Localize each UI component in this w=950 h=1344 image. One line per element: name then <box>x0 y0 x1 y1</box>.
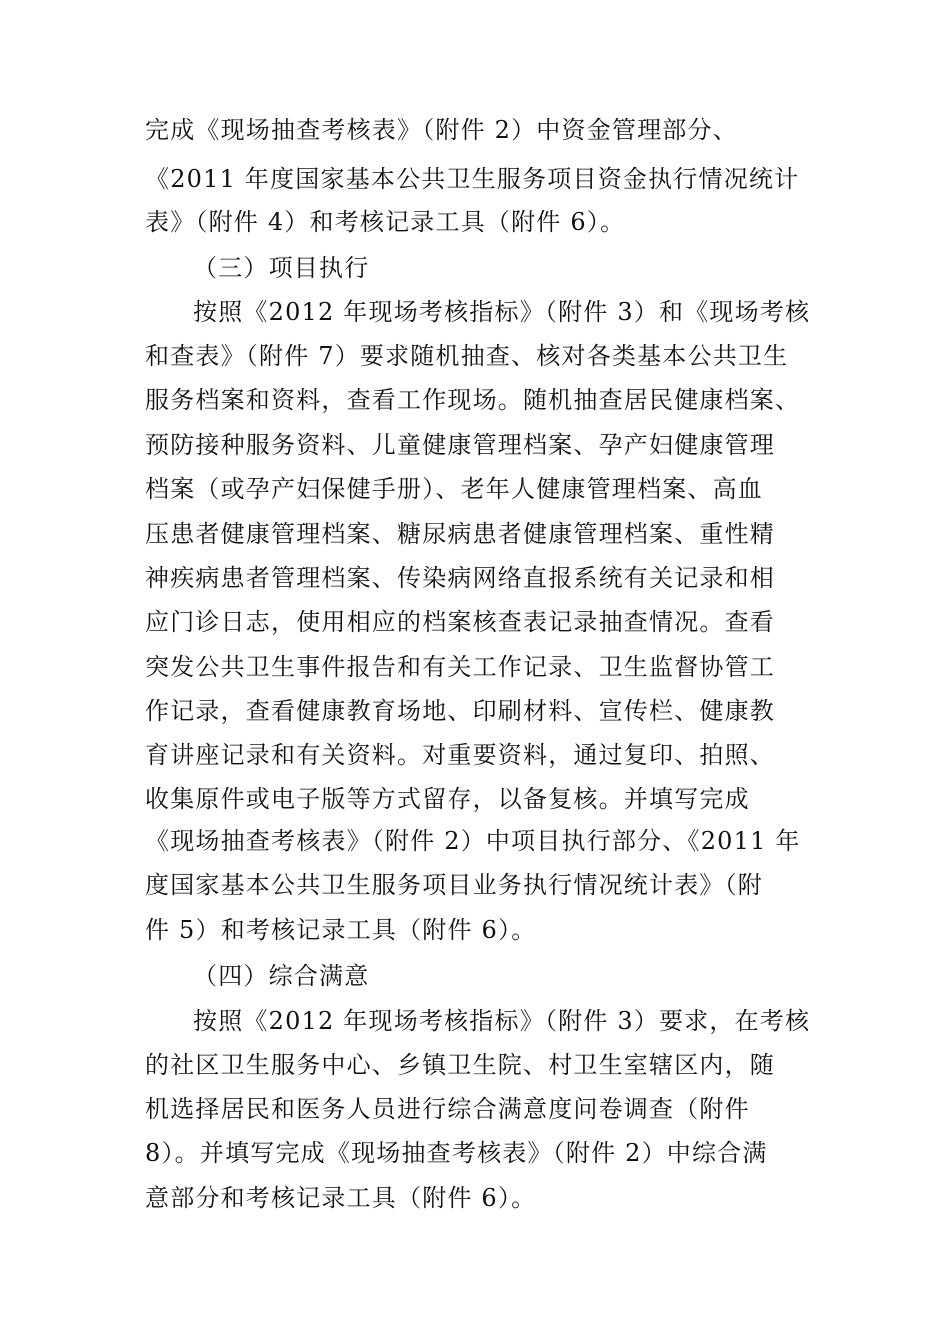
text-line: 神疾病患者管理档案、传染病网络直报系统有关记录和相 <box>145 564 775 592</box>
text-line: 8）。并填写完成《现场抽查考核表》（附件 2）中综合满 <box>145 1139 768 1167</box>
text-line: 的社区卫生服务中心、乡镇卫生院、村卫生室辖区内，随 <box>145 1051 775 1079</box>
text-line: 服务档案和资料，查看工作现场。随机抽查居民健康档案、 <box>145 386 801 414</box>
text-line: 按照《2012 年现场考核指标》（附件 3）和《现场考核 <box>193 298 811 326</box>
text-line: 《2011 年度国家基本公共卫生服务项目资金执行情况统计 <box>145 165 800 193</box>
text-line: 完成《现场抽查考核表》（附件 2）中资金管理部分、 <box>145 116 738 144</box>
text-line: 度国家基本公共卫生服务项目业务执行情况统计表》（附 <box>145 871 763 899</box>
text-line: 育讲座记录和有关资料。对重要资料，通过复印、拍照、 <box>145 741 775 769</box>
text-line: 应门诊日志，使用相应的档案核查表记录抽查情况。查看 <box>145 608 775 636</box>
text-line: 和查表》（附件 7）要求随机抽查、核对各类基本公共卫生 <box>145 342 789 370</box>
text-line: 档案（或孕产妇保健手册）、老年人健康管理档案、高血 <box>145 475 763 503</box>
text-line: 突发公共卫生事件报告和有关工作记录、卫生监督协管工 <box>145 653 775 681</box>
text-line: 《现场抽查考核表》（附件 2）中项目执行部分、《2011 年 <box>145 827 801 855</box>
text-line: 意部分和考核记录工具（附件 6）。 <box>145 1184 537 1212</box>
text-line: 按照《2012 年现场考核指标》（附件 3）要求，在考核 <box>193 1007 811 1035</box>
text-line: 件 5）和考核记录工具（附件 6）。 <box>145 916 537 944</box>
text-line: 收集原件或电子版等方式留存，以备复核。并填写完成 <box>145 785 750 813</box>
text-line: 表》（附件 4）和考核记录工具（附件 6）。 <box>145 208 626 236</box>
text-line: 预防接种服务资料、儿童健康管理档案、孕产妇健康管理 <box>145 431 775 459</box>
text-line: 机选择居民和医务人员进行综合满意度问卷调查（附件 <box>145 1095 750 1123</box>
section-heading: （三）项目执行 <box>193 254 370 282</box>
text-line: 作记录，查看健康教育场地、印刷材料、宣传栏、健康教 <box>145 697 775 725</box>
section-heading: （四）综合满意 <box>193 962 370 990</box>
text-line: 压患者健康管理档案、糖尿病患者健康管理档案、重性精 <box>145 520 775 548</box>
